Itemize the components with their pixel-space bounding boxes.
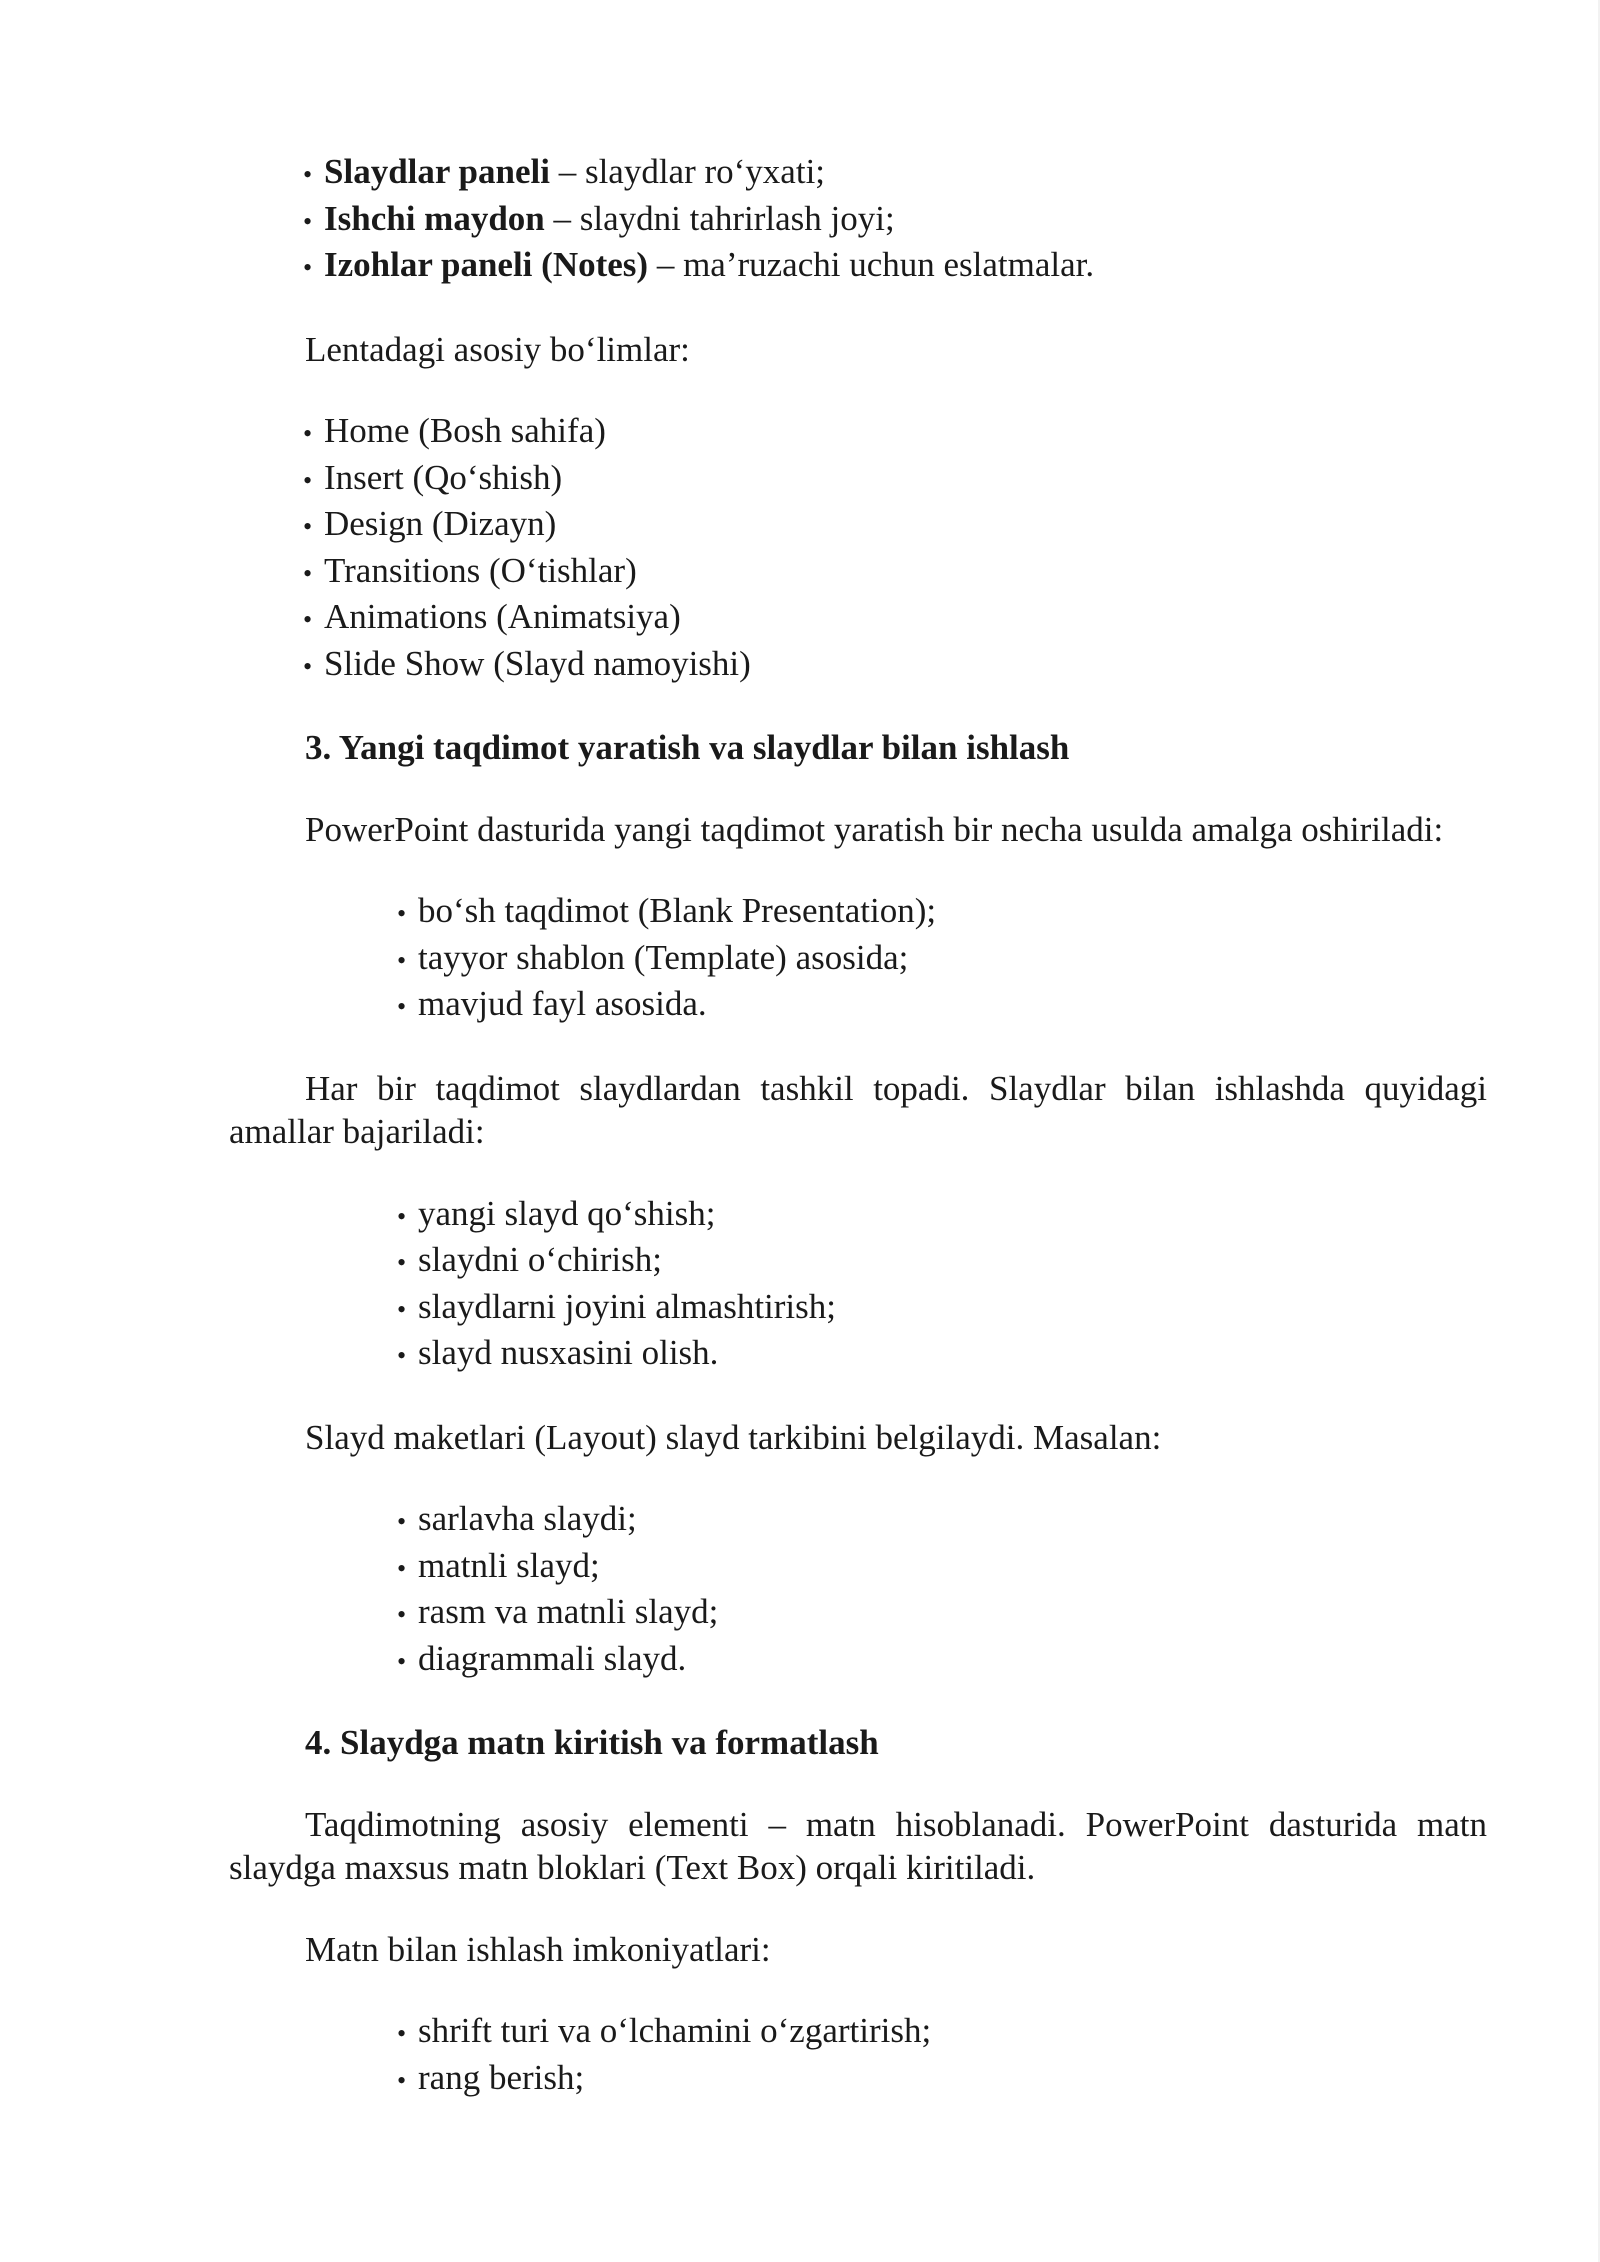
list-item: •Insert (Qo‘shish) bbox=[303, 456, 1487, 503]
list-item: •rang berish; bbox=[397, 2056, 1487, 2103]
slide-actions-list bbox=[229, 1192, 1487, 1378]
list-item: •Slaydlar paneli – slaydlar ro‘yxati; bbox=[303, 150, 1487, 197]
bullet-icon bbox=[397, 1238, 418, 1285]
list-item: •tayyor shablon (Template) asosida; bbox=[397, 936, 1487, 983]
list-item: •slayd nusxasini olish. bbox=[397, 1331, 1487, 1378]
bullet-icon bbox=[397, 936, 418, 983]
list-item: •yangi slayd qo‘shish; bbox=[397, 1192, 1487, 1239]
bullet-icon bbox=[397, 1590, 418, 1637]
bullet-icon bbox=[397, 1192, 418, 1239]
bullet-icon bbox=[397, 1497, 418, 1544]
bullet-icon bbox=[397, 889, 418, 936]
bullet-icon bbox=[397, 1544, 418, 1591]
list-item: •matnli slayd; bbox=[397, 1544, 1487, 1591]
bullet-icon bbox=[303, 502, 324, 549]
list-item: •sarlavha slaydi; bbox=[397, 1497, 1487, 1544]
creation-methods-list bbox=[229, 889, 1487, 1029]
list-item: •Transitions (O‘tishlar) bbox=[303, 549, 1487, 596]
section-4-paragraph-1: Taqdimotning asosiy elementi – matn hisoblanadi. PowerPoint dasturida matn slaydga maxsus matn bloklari (Text Box) orqali kiritiladi. bbox=[229, 1804, 1487, 1887]
list-item: •mavjud fayl asosida. bbox=[397, 982, 1487, 1029]
list-item: •Design (Dizayn) bbox=[303, 502, 1487, 549]
list-item: •Home (Bosh sahifa) bbox=[303, 409, 1487, 456]
bullet-icon bbox=[303, 549, 324, 596]
bullet-icon bbox=[397, 982, 418, 1029]
bullet-icon bbox=[303, 197, 324, 244]
layout-intro: Slayd maketlari (Layout) slayd tarkibini belgilaydi. Masalan: bbox=[305, 1417, 1162, 1457]
list-item: •diagrammali slayd. bbox=[397, 1637, 1487, 1684]
section-3-paragraph-1: PowerPoint dasturida yangi taqdimot yaratish bir necha usulda amalga oshiriladi: bbox=[305, 809, 1444, 849]
ribbon-intro: Lentadagi asosiy bo‘limlar: bbox=[305, 329, 690, 369]
bullet-icon bbox=[303, 595, 324, 642]
bullet-icon bbox=[303, 150, 324, 197]
list-item: •Slide Show (Slayd namoyishi) bbox=[303, 642, 1487, 689]
bullet-icon bbox=[303, 409, 324, 456]
ribbon-list bbox=[229, 409, 1487, 688]
bullet-icon bbox=[397, 1637, 418, 1684]
text-features-list bbox=[229, 2009, 1487, 2102]
panels-list bbox=[229, 150, 1487, 290]
list-item: •Animations (Animatsiya) bbox=[303, 595, 1487, 642]
section-3-paragraph-2: Har bir taqdimot slaydlardan tashkil topadi. Slaydlar bilan ishlashda quyidagi amallar bajariladi: bbox=[229, 1068, 1487, 1151]
bullet-icon bbox=[397, 1285, 418, 1332]
section-3-heading: 3. Yangi taqdimot yaratish va slaydlar bilan ishlash bbox=[305, 728, 1070, 767]
layout-list bbox=[229, 1497, 1487, 1683]
list-item: •shrift turi va o‘lchamini o‘zgartirish; bbox=[397, 2009, 1487, 2056]
text-features-intro: Matn bilan ishlash imkoniyatlari: bbox=[305, 1929, 771, 1969]
bullet-icon bbox=[303, 456, 324, 503]
bullet-icon bbox=[303, 243, 324, 290]
list-item: •rasm va matnli slayd; bbox=[397, 1590, 1487, 1637]
list-item: •Ishchi maydon – slaydni tahrirlash joyi; bbox=[303, 197, 1487, 244]
bullet-icon bbox=[303, 642, 324, 689]
bullet-icon bbox=[397, 1331, 418, 1378]
list-item: •slaydni o‘chirish; bbox=[397, 1238, 1487, 1285]
list-item: •Izohlar paneli (Notes) – ma’ruzachi uchun eslatmalar. bbox=[303, 243, 1487, 290]
bullet-icon bbox=[397, 2009, 418, 2056]
list-item: •slaydlarni joyini almashtirish; bbox=[397, 1285, 1487, 1332]
list-item: •bo‘sh taqdimot (Blank Presentation); bbox=[397, 889, 1487, 936]
section-4-heading: 4. Slaydga matn kiritish va formatlash bbox=[305, 1723, 879, 1762]
bullet-icon bbox=[397, 2056, 418, 2103]
